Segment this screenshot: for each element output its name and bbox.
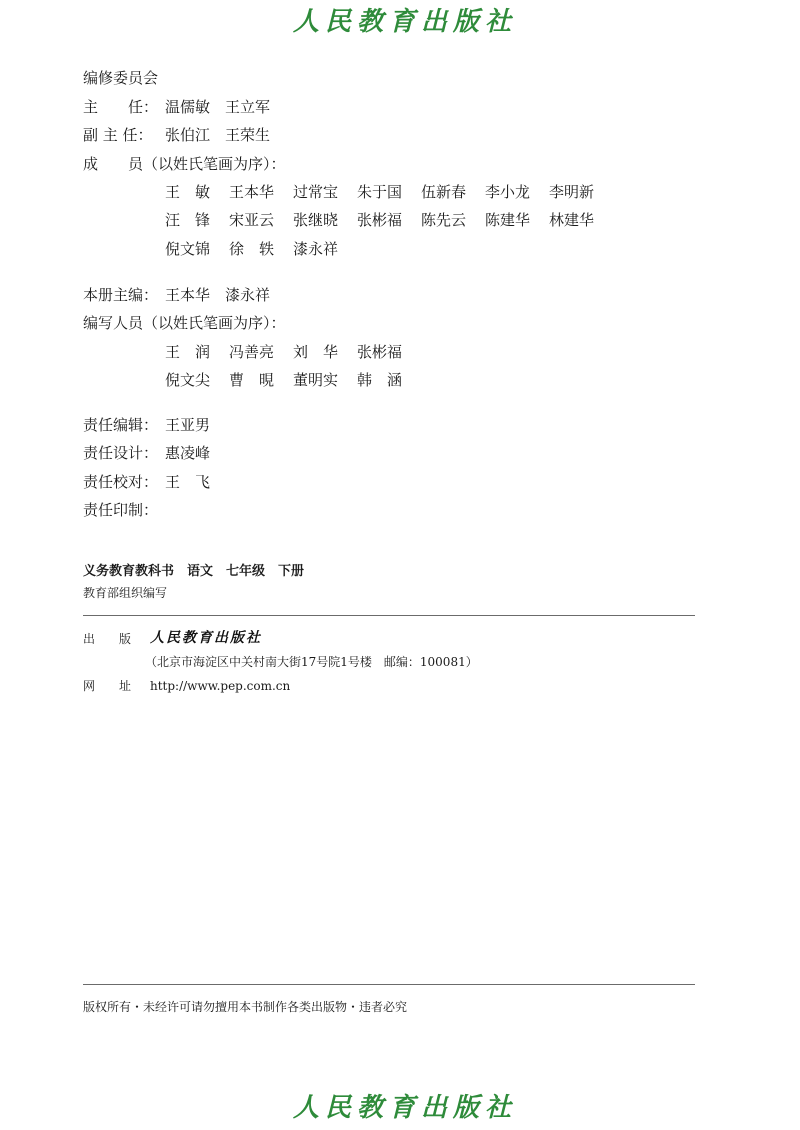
- member-name: 汪 锋: [165, 211, 211, 229]
- vice-director-label: 副 主 任：: [83, 126, 153, 144]
- copyright-notice: 版权所有・未经许可请勿擅用本书制作各类出版物・违者必究: [83, 1000, 408, 1014]
- director-names: 温儒敏 王立军: [165, 98, 271, 116]
- book-title: 义务教育教科书 语文 七年级 下册: [83, 564, 305, 579]
- publisher-label: 出 版: [83, 632, 132, 646]
- members-label: 成 员（以姓氏笔画为序）：: [83, 155, 286, 173]
- publisher-address: （北京市海淀区中关村南大街17号院1号楼 邮编：100081）: [145, 655, 478, 669]
- compiled-by: 教育部组织编写: [83, 586, 168, 600]
- website-link[interactable]: http://www.pep.com.cn: [150, 679, 291, 693]
- responsible-proof-label: 责任校对：: [83, 473, 159, 491]
- publisher-logo-bottom: 人民教育出版社: [293, 1093, 518, 1123]
- chief-editor-names: 王本华 漆永祥: [165, 286, 271, 304]
- divider-top: [83, 615, 695, 616]
- director-label: 主 任：: [83, 98, 159, 116]
- writer-name: 董明实: [293, 371, 339, 389]
- member-name: 林建华: [549, 211, 595, 229]
- member-name: 张彬福: [357, 211, 403, 229]
- members-row-1: [165, 182, 613, 202]
- responsible-print-label: 责任印制：: [83, 501, 159, 519]
- member-name: 宋亚云: [229, 211, 275, 229]
- responsible-editor-label: 责任编辑：: [83, 416, 159, 434]
- writer-name: 张彬福: [357, 343, 403, 361]
- member-name: 李小龙: [485, 183, 531, 201]
- vice-director-names: 张伯江 王荣生: [165, 126, 271, 144]
- writers-label: 编写人员（以姓氏笔画为序）：: [83, 314, 286, 332]
- responsible-design-label: 责任设计：: [83, 444, 159, 462]
- member-name: 过常宝: [293, 183, 339, 201]
- members-row-2: [165, 210, 613, 230]
- publisher-logo-top: 人民教育出版社: [293, 7, 518, 37]
- members-row-3: [165, 239, 357, 259]
- responsible-editor-name: 王亚男: [165, 416, 211, 434]
- website-label: 网 址: [83, 679, 132, 693]
- member-name: 漆永祥: [293, 240, 339, 258]
- writer-name: 刘 华: [293, 343, 339, 361]
- member-name: 王 敏: [165, 183, 211, 201]
- writer-name: 倪文尖: [165, 371, 211, 389]
- writer-name: 韩 涵: [357, 371, 403, 389]
- publisher-logo-small: 人民教育出版社: [150, 630, 262, 646]
- member-name: 朱于国: [357, 183, 403, 201]
- responsible-proof-name: 王 飞: [165, 473, 211, 491]
- writer-name: 冯善亮: [229, 343, 275, 361]
- writer-name: 王 润: [165, 343, 211, 361]
- divider-bottom: [83, 984, 695, 985]
- member-name: 王本华: [229, 183, 275, 201]
- committee-title: 编修委员会: [83, 69, 159, 87]
- writers-row-1: [165, 342, 421, 362]
- member-name: 陈先云: [421, 211, 467, 229]
- member-name: 伍新春: [421, 183, 467, 201]
- member-name: 陈建华: [485, 211, 531, 229]
- member-name: 张继晓: [293, 211, 339, 229]
- responsible-design-name: 惠凌峰: [165, 444, 211, 462]
- member-name: 李明新: [549, 183, 595, 201]
- member-name: 徐 轶: [229, 240, 275, 258]
- writers-row-2: [165, 370, 421, 390]
- chief-editor-label: 本册主编：: [83, 286, 159, 304]
- writer-name: 曹 晛: [229, 371, 275, 389]
- member-name: 倪文锦: [165, 240, 211, 258]
